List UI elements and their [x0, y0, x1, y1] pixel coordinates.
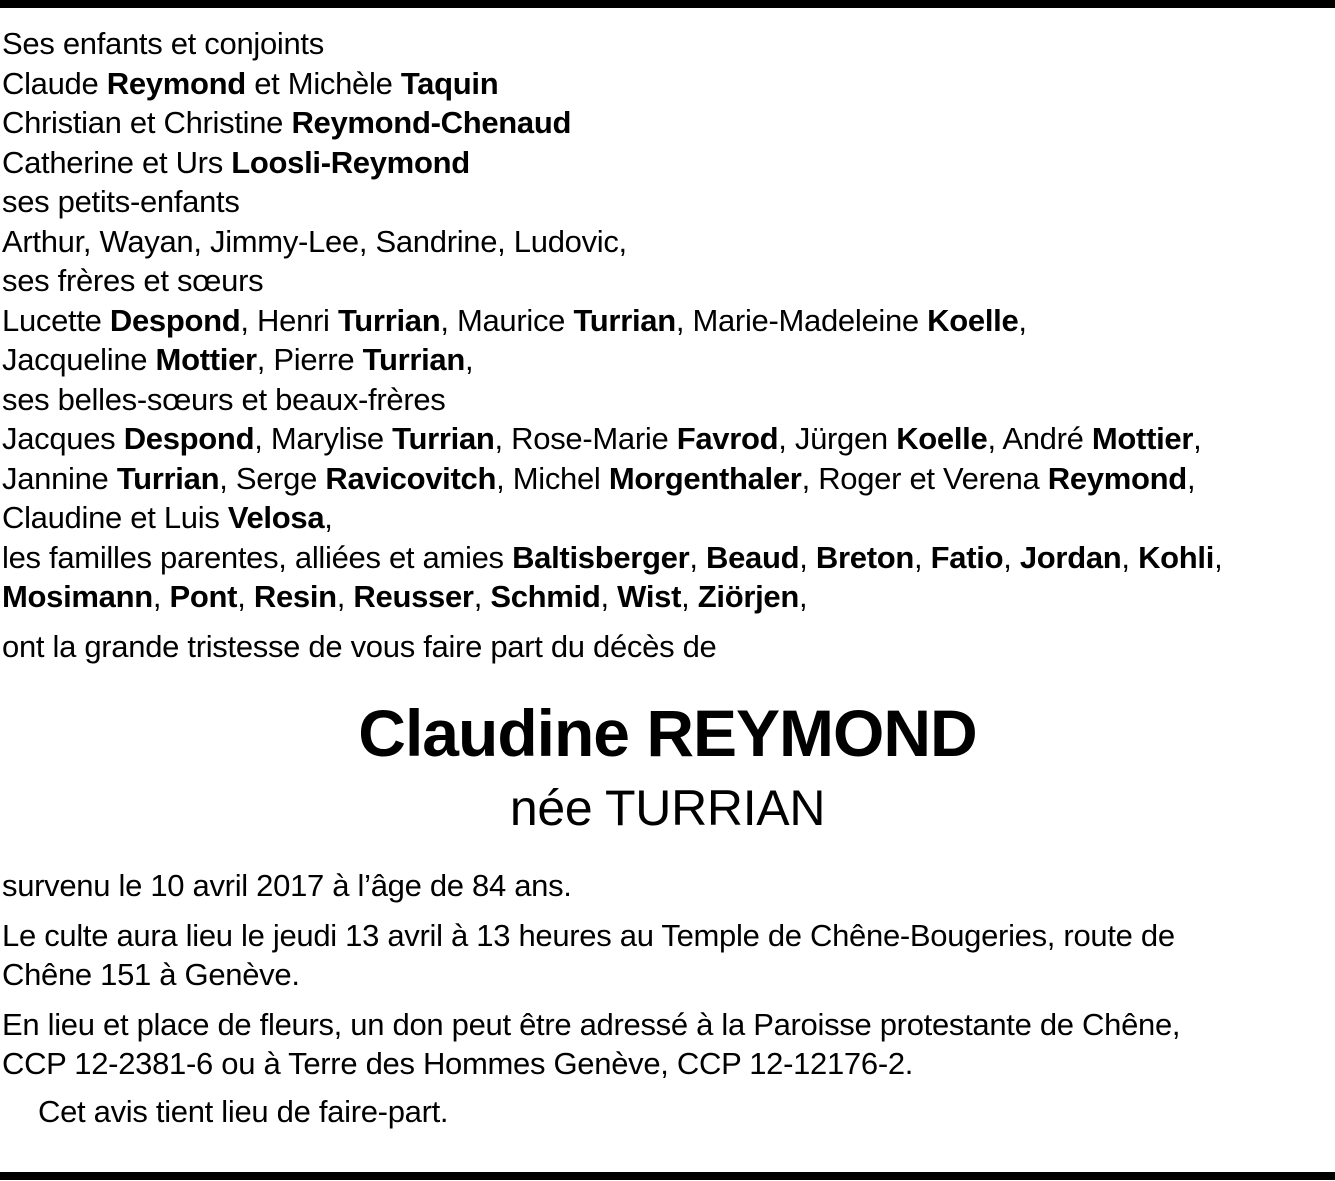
service-line: Le culte aura lieu le jeudi 13 avril à 13 heures au Temple de Chêne-Bougeries, route de	[2, 917, 1175, 953]
family-name: Mosimann	[2, 579, 153, 614]
bottom-rule	[0, 1172, 1335, 1180]
text-run: Catherine et Urs	[2, 144, 232, 180]
family-name: Ziörjen	[697, 579, 799, 614]
family-name: Schmid	[490, 579, 601, 614]
text-run: ,	[799, 579, 808, 614]
text-run: Christian et Christine	[2, 105, 292, 140]
siblings-line	[2, 301, 1333, 341]
family-name: Beaud	[706, 539, 800, 575]
text-run: Jannine	[2, 460, 117, 496]
service-paragraph	[2, 916, 1333, 995]
family-name: Mottier	[155, 342, 257, 377]
text-run: , Marylise	[254, 421, 393, 456]
text-run: ,	[799, 539, 816, 575]
family-name: Mottier	[1091, 421, 1194, 456]
deceased-name: Claudine REYMOND	[358, 696, 977, 770]
announcement: ont la grande tristesse de vous faire part du décès de	[2, 628, 717, 664]
donations-line: CCP 12-2381-6 ou à Terre des Hommes Genève, CCP 12-12176-2.	[2, 1046, 914, 1081]
family-name: Morgenthaler	[608, 460, 802, 496]
text-run: ,	[152, 579, 170, 614]
text-run: ,	[681, 579, 698, 614]
family-name: Kohli	[1138, 539, 1215, 575]
children-heading: Ses enfants et conjoints	[2, 26, 324, 61]
family-name: Velosa	[227, 500, 325, 535]
family-name: Turrian	[362, 342, 466, 377]
children-line	[2, 64, 1333, 104]
text-run: et Michèle	[245, 65, 401, 101]
family-name: Turrian	[392, 421, 495, 456]
family-name: Breton	[815, 539, 915, 575]
grandchildren-heading: ses petits-enfants	[2, 184, 240, 219]
text-run: , Henri	[240, 302, 338, 338]
text-run: , Serge	[219, 460, 326, 496]
closing-note: Cet avis tient lieu de faire-part.	[38, 1093, 449, 1129]
text-run: Jacques	[2, 421, 124, 456]
service-line: Chêne 151 à Genève.	[2, 957, 300, 992]
text-run: , Maurice	[440, 302, 574, 338]
grandchildren-line: Arthur, Wayan, Jimmy-Lee, Sandrine, Ludovic,	[2, 223, 627, 259]
family-name: Resin	[253, 579, 337, 614]
family-name: Wist	[617, 579, 682, 614]
family-name: Turrian	[116, 460, 220, 496]
family-name: Reymond	[106, 65, 246, 101]
inlaws-line	[2, 419, 1333, 459]
text-run: ,	[473, 579, 491, 614]
family-name: Despond	[109, 302, 241, 338]
family-name: Reusser	[353, 579, 474, 614]
text-run: Jacqueline	[2, 342, 156, 377]
family-name: Turrian	[573, 302, 676, 338]
deceased-maiden-name: née TURRIAN	[509, 780, 826, 836]
family-name: Koelle	[927, 302, 1019, 338]
text-run: Claudine et Luis	[2, 500, 228, 535]
donations-line: En lieu et place de fleurs, un don peut être adressé à la Paroisse protestante de Chêne,	[2, 1006, 1181, 1042]
text-run: ,	[1214, 539, 1223, 575]
text-run: , Roger et Verena	[801, 460, 1048, 496]
text-run: ,	[689, 539, 707, 575]
family-name: Reymond-Chenaud	[291, 105, 572, 140]
family-name: Reymond	[1047, 460, 1187, 496]
family-name: Koelle	[896, 421, 988, 456]
text-run: , Jürgen	[778, 421, 897, 456]
family-name: Despond	[123, 421, 255, 456]
text-run: ,	[1018, 302, 1027, 338]
inlaws-line	[2, 459, 1333, 499]
text-run: , Rose-Marie	[494, 421, 677, 456]
text-run: , Marie-Madeleine	[675, 302, 928, 338]
text-run: ,	[336, 579, 354, 614]
siblings-heading: ses frères et sœurs	[2, 263, 264, 298]
text-run: , André	[987, 421, 1092, 456]
text-run: ,	[1121, 539, 1139, 575]
text-run: ,	[237, 579, 254, 614]
text-run: ,	[324, 500, 333, 535]
text-run: ,	[914, 539, 931, 575]
children-line	[2, 103, 1333, 143]
text-run: ,	[1003, 539, 1020, 575]
family-name: Turrian	[337, 302, 441, 338]
inlaws-heading: ses belles-sœurs et beaux-frères	[2, 381, 446, 417]
relatives-line	[2, 538, 1333, 578]
text-run: Lucette	[2, 302, 110, 338]
family-name: Pont	[169, 579, 238, 614]
text-run: ,	[1193, 421, 1202, 456]
text-run: ,	[465, 342, 474, 377]
relatives-line	[2, 577, 1333, 617]
family-name: Jordan	[1019, 539, 1122, 575]
obituary-notice	[2, 24, 1333, 1131]
text-run: les familles parentes, alliées et amies	[2, 539, 513, 575]
text-run: Claude	[2, 65, 107, 101]
text-run: ,	[600, 579, 618, 614]
family-name: Taquin	[400, 65, 499, 101]
text-run: , Michel	[496, 460, 609, 496]
inlaws-line	[2, 498, 1333, 538]
top-rule	[0, 0, 1335, 8]
siblings-line	[2, 340, 1333, 380]
family-name: Fatio	[930, 539, 1004, 575]
text-run: ,	[1186, 460, 1196, 496]
text-run: , Pierre	[256, 342, 363, 377]
family-name: Ravicovitch	[325, 460, 497, 496]
family-name: Loosli-Reymond	[231, 144, 470, 180]
death-info: survenu le 10 avril 2017 à l’âge de 84 ans.	[2, 868, 572, 903]
family-name: Favrod	[676, 421, 779, 456]
donations-paragraph	[2, 1005, 1333, 1084]
children-line	[2, 143, 1333, 183]
family-name: Baltisberger	[512, 539, 690, 575]
